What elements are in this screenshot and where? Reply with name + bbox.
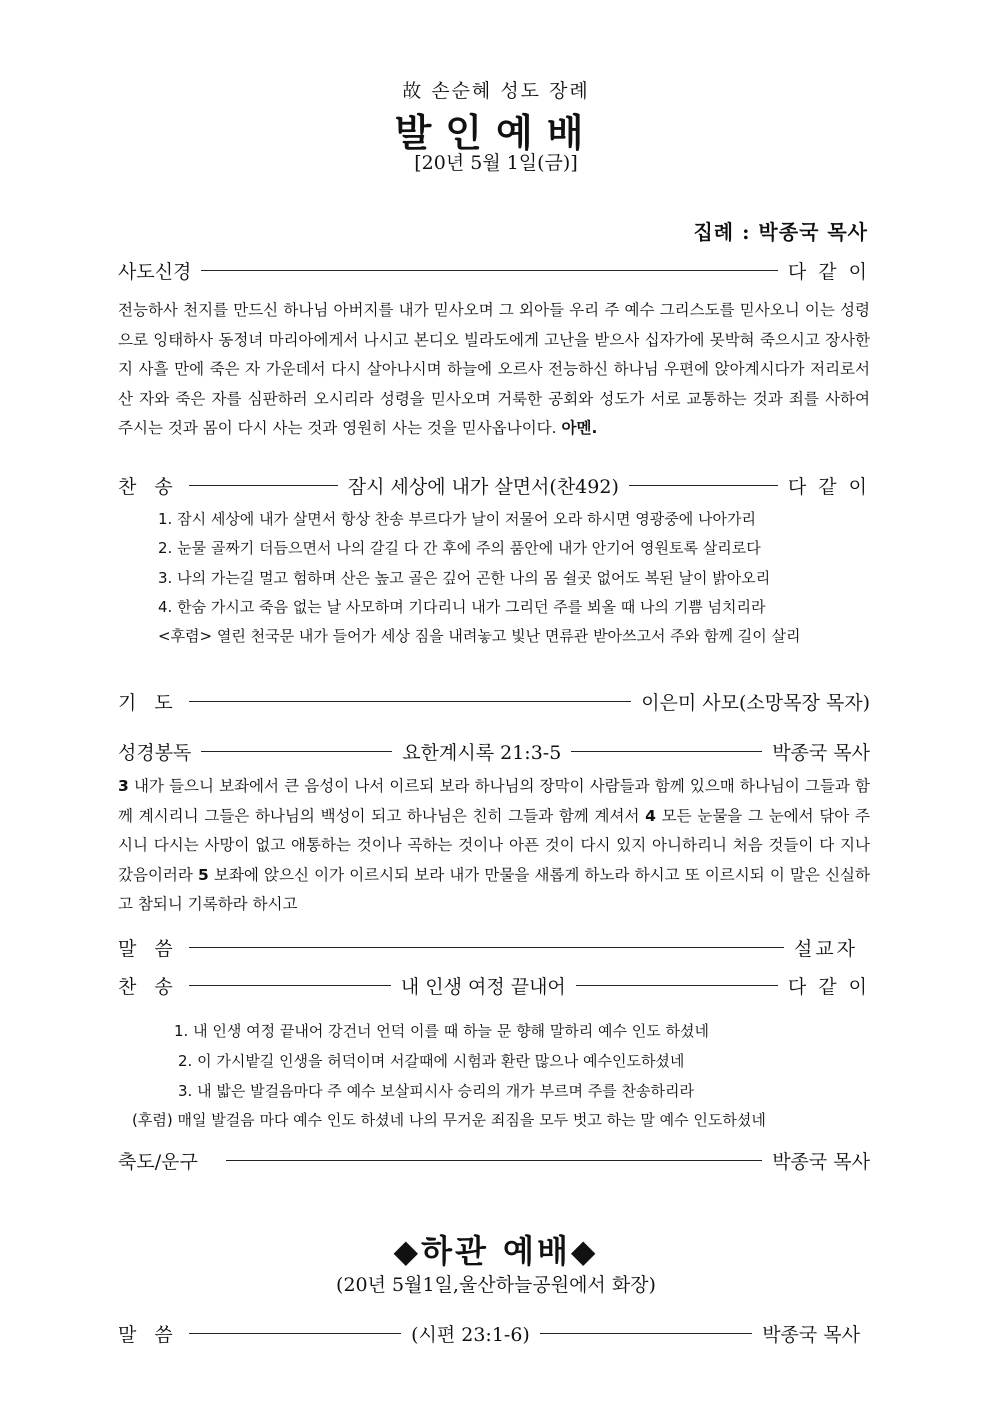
divider-line xyxy=(189,947,784,948)
hymn1-label: 찬 송 xyxy=(118,475,179,498)
prayer-label: 기 도 xyxy=(118,691,179,714)
divider-line xyxy=(189,1333,401,1334)
hymn2-row xyxy=(118,972,870,998)
service-date: [20년 5월 1일(금)] xyxy=(414,152,578,174)
hymn2-verse: 2. 이 가시밭길 인생을 허덕이며 서갈때에 시험과 환란 많으나 예수인도하셨네 xyxy=(178,1052,685,1070)
burial-section-subtitle: (20년 5월1일,울산하늘공원에서 화장) xyxy=(336,1274,656,1296)
burial-section-title: ◆하관 예배◆ xyxy=(393,1232,599,1270)
divider-line xyxy=(189,485,338,486)
divider-line xyxy=(226,1160,762,1161)
divider-line xyxy=(189,985,391,986)
hymn1-chorus: <후렴> 열린 천국문 내가 들어가 세상 짐을 내려놓고 빛난 면류관 받아쓰고서 주와 함께 길이 살리 xyxy=(158,627,801,645)
hymn2-leader: 다 같 이 xyxy=(787,975,871,998)
hymn1-verse: 1. 잠시 세상에 내가 살면서 항상 찬송 부르다가 날이 저물어 오라 하시면 영광중에 나아가리 xyxy=(158,510,756,528)
burial-sermon-row xyxy=(118,1320,860,1346)
creed-label: 사도신경 xyxy=(118,260,192,283)
verse-text: 내가 들으니 보좌에서 큰 음성이 나서 이르되 보라 하나님의 장막이 사람들과 함께 있으매 하나님이 그들과 함께 계시리니 그들은 하나님의 백성이 되고 하나님은 친히 그들과 함께 계셔서 xyxy=(118,777,870,825)
divider-line xyxy=(189,701,631,702)
hymn1-leader: 다 같 이 xyxy=(787,475,871,498)
scripture-row xyxy=(118,738,870,764)
hymn1-title: 잠시 세상에 내가 살면서(찬492) xyxy=(347,475,619,498)
benediction-leader: 박종국 목사 xyxy=(772,1150,870,1173)
benediction-label: 축도/운구 xyxy=(118,1150,198,1173)
sermon-label: 말 씀 xyxy=(118,937,179,960)
divider-line xyxy=(629,485,778,486)
verse-number: 4 xyxy=(645,806,656,825)
divider-line xyxy=(576,985,778,986)
hymn1-verse: 3. 나의 가는길 멀고 험하며 산은 높고 골은 깊어 곤한 나의 몸 쉴곳 없어도 복된 날이 밝아오리 xyxy=(158,569,771,587)
preacher: 설교자 xyxy=(793,937,858,960)
sermon-row xyxy=(118,934,858,960)
scripture-text xyxy=(118,772,870,920)
prayer-row xyxy=(118,688,870,714)
burial-reference: (시편 23:1-6) xyxy=(411,1323,530,1346)
scripture-reference: 요한계시록 21:3-5 xyxy=(402,741,562,764)
verse-text: 모든 눈물을 그 눈에서 닦아 주시니 다시는 사망이 없고 애통하는 것이나 곡하는 것이나 아픈 것이 다시 있지 아니하리니 처음 것들이 다 지나갔음이러라 xyxy=(118,806,870,884)
divider-line xyxy=(201,751,392,752)
officiant: 집례 : 박종국 목사 xyxy=(693,220,868,244)
verse-number: 3 xyxy=(118,777,129,795)
hymn1-verse: 2. 눈물 골짜기 더듬으면서 나의 갈길 다 간 후에 주의 품안에 내가 안기어 영원토록 살리로다 xyxy=(158,539,761,557)
hymn2-chorus: (후렴) 매일 발걸음 마다 예수 인도 하셨네 나의 무거운 죄짐을 모두 벗고 하는 말 예수 인도하셨네 xyxy=(132,1111,766,1129)
amen: 아멘. xyxy=(561,419,598,437)
verse-number: 5 xyxy=(198,865,209,884)
verse-text: 보좌에 앉으신 이가 이르시되 보라 내가 만물을 새롭게 하노라 하시고 또 이르시되 이 말은 신실하고 참되니 기록하라 하시고 xyxy=(118,865,870,913)
scripture-reader: 박종국 목사 xyxy=(772,741,871,764)
hymn1-row xyxy=(118,472,870,498)
benediction-row xyxy=(118,1147,870,1173)
divider-line xyxy=(540,1333,752,1334)
creed-body: 전능하사 천지를 만드신 하나님 아버지를 내가 믿사오며 그 외아들 우리 주 예수 그리스도를 믿사오니 이는 성령으로 잉태하사 동정녀 마리아에게서 나시고 본디오 빌라도에게 고난을 받으사 십자가에 못박혀 죽으시고 장사한지 사흘 만에 죽은 자 가운데서 다시 살아나시며 하늘에 오르사 전능하신 하나님 우편에 앉아계시다가 저리로서 산 자와 죽은 자를 심판하러 오시리라 성령을 믿사오며 거룩한 공회와 성도가 서로 교통하는 것과 죄를 사하여 주시는 것과 몸이 다시 사는 것과 영원히 사는 것을 믿사옵나이다. xyxy=(118,301,870,437)
scripture-label: 성경봉독 xyxy=(118,741,192,764)
burial-sermon-label: 말 씀 xyxy=(118,1323,179,1346)
divider-line xyxy=(571,751,762,752)
hymn2-label: 찬 송 xyxy=(118,975,179,998)
page-title: 발인예배 xyxy=(394,110,598,155)
creed-row xyxy=(118,257,870,283)
pre-title: 故 손순혜 성도 장례 xyxy=(402,80,590,102)
hymn1-verse: 4. 한숨 가시고 죽음 없는 날 사모하며 기다리니 내가 그리던 주를 뵈올 때 나의 기쁨 넘치리라 xyxy=(158,598,766,616)
prayer-leader: 이은미 사모(소망목장 목자) xyxy=(641,691,870,714)
hymn2-title: 내 인생 여정 끝내어 xyxy=(400,975,566,998)
burial-preacher: 박종국 목사 xyxy=(762,1323,860,1346)
creed-text xyxy=(118,296,870,444)
hymn2-verse: 3. 내 밟은 발걸음마다 주 예수 보살피시사 승리의 개가 부르며 주를 찬송하리라 xyxy=(178,1082,694,1100)
divider-line xyxy=(201,270,777,271)
hymn2-verse: 1. 내 인생 여정 끝내어 강건너 언덕 이를 때 하늘 문 향해 말하리 예수 인도 하셨네 xyxy=(174,1022,710,1040)
creed-leader: 다 같 이 xyxy=(787,260,870,283)
